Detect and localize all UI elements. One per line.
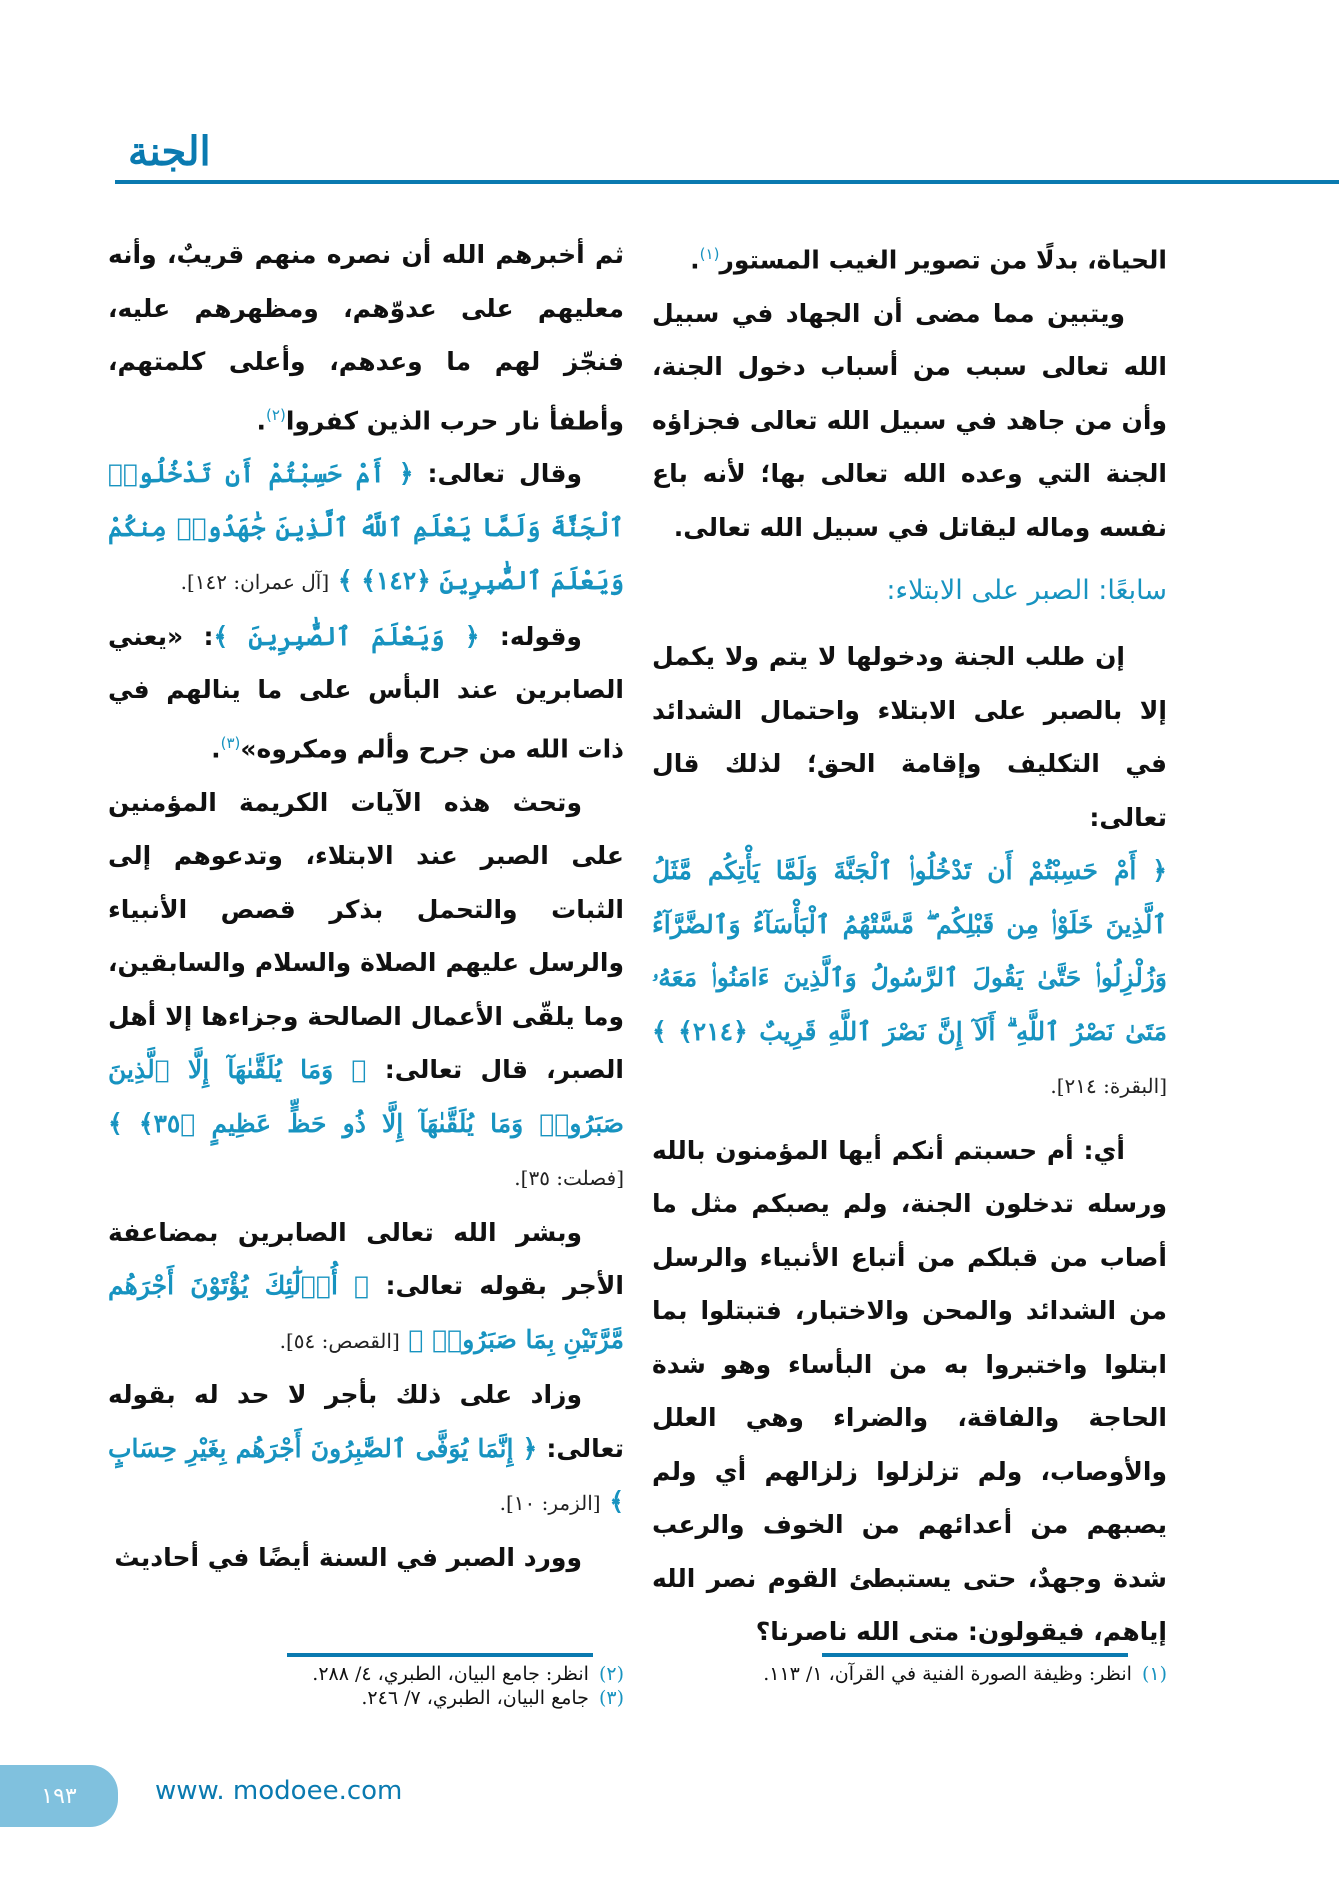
paragraph [652, 228, 1167, 287]
header-rule [115, 180, 1339, 184]
paragraph-end: . [690, 245, 700, 275]
paragraph-text: : «يعني الصابرين عند البأس على ما ينالهم في ذات الله من جرح وألم ومكروه» [108, 621, 624, 764]
quran-text: ﴿ وَيَعْلَمَ ٱلصَّٰبِرِينَ ﴾ [213, 621, 480, 651]
paragraph [108, 776, 624, 1206]
footnote-number[interactable]: (٣) [598, 1687, 624, 1709]
footnote-text: جامع البيان، الطبري، ٧/ ٢٤٦. [361, 1687, 589, 1709]
footnote-text: انظر: وظيفة الصورة الفنية في القرآن، ١/ ١١٣. [763, 1663, 1132, 1685]
page-number-badge [0, 1765, 118, 1827]
verse-reference: [آل عمران: ١٤٢]. [180, 570, 330, 595]
paragraph-text: الحياة، بدلًا من تصوير الغيب المستور [719, 245, 1167, 275]
footnote-number[interactable]: (٢) [598, 1663, 624, 1685]
paragraph-end: . [211, 734, 221, 764]
verse-reference: [الزمر: ١٠]. [499, 1491, 601, 1516]
website-link[interactable]: www. modoee.com [155, 1776, 403, 1806]
paragraph [108, 228, 624, 447]
verse-reference: [البقرة: ٢١٤]. [1050, 1074, 1167, 1099]
quran-text: ﴿ أُو۟لَٰٓئِكَ يُؤْتَوْنَ أَجْرَهُم مَّرَّتَيْنِ بِمَا صَبَرُوا۟ ﴾ [108, 1271, 624, 1354]
paragraph: ويتبين مما مضى أن الجهاد في سبيل الله تعالى سبب من أسباب دخول الجنة، وأن من جاهد في سبيل الله تعالى فجزاؤه الجنة التي وعده الله تعالى بها؛ لأنه باع نفسه وماله ليقاتل في سبيل الله تعالى. [652, 298, 1167, 542]
quran-text: ﴿ أَمْ حَسِبْتُمْ أَن تَدْخُلُوا۟ ٱلْجَنَّةَ وَلَمَّا يَأْتِكُم مَّثَلُ ٱلَّذِينَ خَلَوْا۟ مِن قَبْلِكُم ۖ مَّسَّتْهُمُ ٱلْبَأْسَآءُ وَٱلضَّرَّآءُ وَزُلْزِلُوا۟ حَتَّىٰ يَقُولَ ٱلرَّسُولُ وَٱلَّذِينَ ءَامَنُوا۟ مَعَهُۥ مَتَىٰ نَصْرُ ٱللَّهِ ۗ أَلَآ إِنَّ نَصْرَ ٱللَّهِ قَرِيبٌ ﴿٢١٤﴾ ﴾ [652, 856, 1167, 1046]
page-number: ١٩٣ [41, 1783, 77, 1809]
right-column [652, 228, 1167, 1659]
lead-text: وقوله: [499, 621, 582, 651]
running-header-title: الجنة [128, 128, 211, 175]
footnote-ref[interactable]: (٣) [220, 733, 241, 752]
paragraph-end: . [256, 405, 267, 435]
paragraph: أي: أم حسبتم أنكم أيها المؤمنون بالله ورسله تدخلون الجنة، ولم يصبكم مثل ما أصاب من قبلكم من أتباع الأنبياء والرسل من الشدائد والمحن والاختبار، فتبتلوا بما ابتلوا واختبروا به من البأساء وهو شدة الحاجة والفاقة، والضراء وهي العلل والأوصاب، ولم تزلزلوا زلزالهم أي ولم يصبهم من أعدائهم من الخوف والرعب شدة وجهدٌ، حتى يستبطئ القوم نصر الله إياهم، فيقولون: متى الله ناصرنا؟ [652, 1135, 1167, 1647]
footnotes-right [652, 1662, 1167, 1686]
footnote-rule [287, 1653, 593, 1657]
footnote-text: انظر: جامع البيان، الطبري، ٤/ ٢٨٨. [312, 1663, 589, 1685]
paragraph-text: وزاد على ذلك بأجر لا حد له بقوله تعالى: [108, 1380, 624, 1463]
verse-reference: [فصلت: ٣٥]. [514, 1166, 624, 1191]
paragraph-text: وتحث هذه الآيات الكريمة المؤمنين على الصبر عند الابتلاء، وتدعوهم إلى الثبات والتحمل بذكر قصص الأنبياء والرسل عليهم الصلاة والسلام والسابقين، وما يلقّى الأعمال الصالحة وجزاءها إلا أهل الصبر، قال تعالى: [108, 787, 624, 1085]
quran-text: ﴿ إِنَّمَا يُوَفَّى ٱلصَّٰبِرُونَ أَجْرَهُم بِغَيْرِ حِسَابٍ ﴾ [108, 1433, 624, 1517]
footnote-rule [822, 1653, 1128, 1657]
footnotes-left [108, 1662, 624, 1710]
verse-reference: [القصص: ٥٤]. [279, 1328, 400, 1353]
paragraph [108, 447, 624, 610]
footnote-ref[interactable]: (١) [699, 245, 720, 263]
footnote-ref[interactable]: (٢) [266, 405, 286, 424]
paragraph: وورد الصبر في السنة أيضًا في أحاديث [114, 1542, 582, 1572]
quran-text: ﴿ وَمَا يُلَقَّىٰهَآ إِلَّا ٱلَّذِينَ صَبَرُوا۟ وَمَا يُلَقَّىٰهَآ إِلَّا ذُو حَظٍّ عَظِيمٍ ﴿٣٥﴾ ﴾ [108, 1055, 624, 1138]
section-heading: سابعًا: الصبر على الابتلاء: [886, 575, 1167, 607]
paragraph: إن طلب الجنة ودخولها لا يتم ولا يكمل إلا بالصبر على الابتلاء واحتمال الشدائد في التكليف وإقامة الحق؛ لذلك قال تعالى: [652, 642, 1167, 832]
paragraph [108, 610, 624, 776]
paragraph [108, 1368, 624, 1531]
footnote-item [652, 1662, 1167, 1686]
quran-verse [652, 844, 1167, 1114]
lead-text: وقال تعالى: [427, 459, 582, 489]
left-column [108, 228, 624, 1584]
quran-text: ﴿ أَمْ حَسِبْتُمْ أَن تَدْخُلُوا۟ ٱلْجَنَّةَ وَلَمَّا يَعْلَمِ ٱللَّهُ ٱلَّذِينَ جَٰهَدُوا۟ مِنكُمْ وَيَعْلَمَ ٱلصَّٰبِرِينَ ﴿١٤٢﴾ ﴾ [108, 459, 624, 596]
paragraph [108, 1206, 624, 1369]
paragraph-text: ثم أخبرهم الله أن نصره منهم قريبٌ، وأنه معليهم على عدوّهم، ومظهرهم عليه، فنجّز لهم ما وعدهم، وأعلى كلمتهم، وأطفأ نار حرب الذين كفروا [108, 240, 624, 435]
footnote-item [108, 1662, 624, 1686]
paragraph-text: وبشر الله تعالى الصابرين بمضاعفة الأجر بقوله تعالى: [108, 1217, 624, 1301]
footnote-item [108, 1686, 624, 1710]
footnote-number[interactable]: (١) [1141, 1663, 1167, 1685]
